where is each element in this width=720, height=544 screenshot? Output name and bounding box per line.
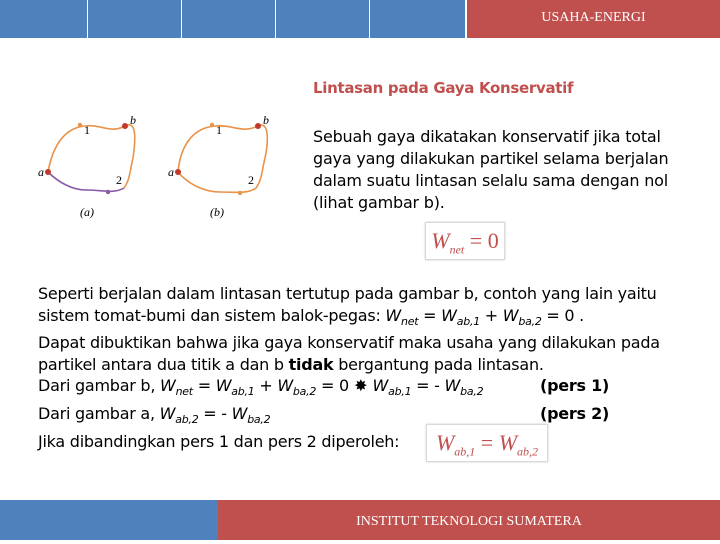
path-figure: [30, 110, 300, 230]
text: Dari gambar b,: [38, 376, 160, 396]
eq-rest: = 0: [464, 228, 499, 253]
text: W: [277, 376, 293, 396]
text: partikel antara dua titik a dan b: [38, 354, 289, 374]
text: ab,1: [231, 385, 255, 399]
header-cell: [0, 0, 88, 38]
intro-paragraph: Sebuah gaya dikatakan konservatif jika total gaya yang dilakukan partikel selama berjalan dalam suatu lintasan selalu sama dengan nol (lihat gambar b).: [313, 127, 669, 212]
caption-b: (b): [210, 205, 224, 219]
text: +: [254, 376, 278, 396]
text: W: [215, 376, 232, 396]
text: ba,2: [247, 413, 271, 427]
footer-bar: [0, 500, 720, 540]
text: W: [159, 376, 176, 396]
header-cell: [182, 0, 276, 38]
figure-b: [168, 113, 269, 219]
label-1: 1: [216, 123, 222, 137]
header-bar: [0, 0, 720, 38]
caption-a: (a): [80, 205, 94, 219]
eq-w: W: [431, 228, 450, 253]
body-line-4: [38, 354, 698, 376]
path-2-marker: [106, 190, 110, 194]
point-b-dot: [255, 123, 261, 129]
point-a-dot: [175, 169, 181, 175]
text: net: [401, 314, 419, 328]
header-blue-band: [0, 0, 466, 38]
star-bullet-icon: ✸: [354, 376, 368, 396]
body-line-7: Jika dibandingkan pers 1 dan pers 2 diperoleh:: [38, 431, 400, 451]
eq-sub: net: [449, 242, 465, 257]
header-cell: [370, 0, 466, 38]
text: = 0 .: [541, 305, 584, 325]
figure-a: [38, 113, 136, 219]
eq-w: W: [498, 430, 518, 455]
text: ab,1: [456, 314, 480, 328]
text: ba,2: [460, 385, 484, 399]
section-heading: Lintasan pada Gaya Konservatif: [313, 79, 574, 97]
text: net: [175, 385, 193, 399]
label-a: a: [168, 165, 174, 179]
text: W: [231, 403, 248, 423]
path-1-marker: [210, 123, 214, 127]
text: =: [192, 376, 216, 396]
text: W: [441, 305, 457, 325]
label-b: b: [130, 113, 136, 127]
text: = -: [198, 403, 232, 423]
footer-blue-band: [0, 500, 218, 540]
text: +: [479, 305, 503, 325]
header-title: USAHA-ENERGI: [541, 10, 646, 25]
text: ab,1: [388, 385, 412, 399]
label-b: b: [263, 113, 269, 127]
point-b-dot: [122, 123, 128, 129]
text: ab,2: [175, 413, 199, 427]
footer-text: INSTITUT TEKNOLOGI SUMATERA: [356, 514, 582, 529]
label-a: a: [38, 165, 44, 179]
text: W: [385, 305, 401, 325]
text: W: [367, 376, 389, 396]
body-line-3: Dapat dibuktikan bahwa jika gaya konservatif maka usaha yang dilakukan pada: [38, 333, 660, 353]
equation-net-zero: [425, 222, 505, 260]
text: Dari gambar a,: [38, 403, 160, 423]
pers-1-label: (pers 1): [540, 376, 610, 396]
text: W: [159, 403, 176, 423]
body-line-5: [38, 375, 698, 403]
text: = 0: [316, 376, 354, 396]
header-cell: [276, 0, 370, 38]
eq-sub: ab,1: [454, 444, 476, 459]
path-2-curve: [48, 172, 124, 191]
pers-2-label: (pers 2): [540, 403, 610, 423]
text: ba,2: [518, 314, 542, 328]
text: sistem tomat-bumi dan sistem balok-pegas:: [38, 305, 386, 325]
text-bold: tidak: [288, 354, 334, 374]
eq-equals: =: [475, 430, 499, 455]
body-text: [38, 283, 698, 452]
body-line-6: [38, 403, 698, 431]
text: bergantung pada lintasan.: [333, 354, 544, 374]
header-cell: [88, 0, 182, 38]
text: = -: [411, 376, 445, 396]
eq-sub: ab,2: [517, 444, 539, 459]
body-line-1: Seperti berjalan dalam lintasan tertutup pada gambar b, contoh yang lain yaitu: [38, 284, 657, 303]
eq-w: W: [435, 430, 455, 455]
label-2: 2: [116, 173, 122, 187]
path-1-marker: [78, 123, 82, 127]
text: =: [418, 305, 442, 325]
point-a-dot: [45, 169, 51, 175]
text: W: [502, 305, 519, 325]
text: W: [444, 376, 461, 396]
equation-compare: [426, 424, 548, 462]
label-1: 1: [84, 123, 90, 137]
label-2: 2: [248, 173, 254, 187]
body-line-2: [38, 305, 698, 333]
text: ba,2: [292, 385, 317, 399]
path-2-curve: [178, 172, 256, 192]
path-2-marker: [238, 191, 242, 195]
